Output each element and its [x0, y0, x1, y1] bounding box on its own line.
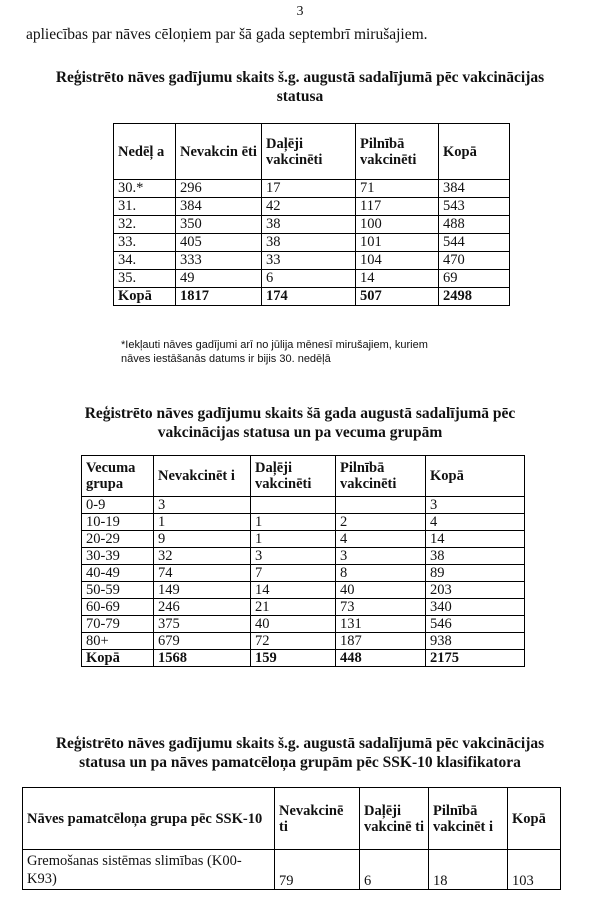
table-cell: 1	[251, 514, 336, 531]
table-cell: 543	[439, 198, 510, 216]
col-total-header: Kopā	[439, 124, 510, 180]
table-cell: 6	[360, 850, 429, 890]
table-cell: 38	[262, 216, 356, 234]
col-cause-header: Nāves pamatcēloņa grupa pēc SSK-10	[23, 788, 275, 850]
table-row	[114, 198, 510, 216]
table-cell: 9	[154, 531, 251, 548]
table-row	[114, 252, 510, 270]
table-cell: 73	[336, 599, 426, 616]
table-cell: 3	[426, 497, 525, 514]
table-row	[23, 850, 561, 890]
table-cell: 74	[154, 565, 251, 582]
col-total-header: Kopā	[508, 788, 561, 850]
table-cell	[251, 497, 336, 514]
col-week-header: Nedēļ a	[114, 124, 176, 180]
table-cell: 71	[356, 180, 439, 198]
table-row	[82, 633, 525, 650]
table-cell: 14	[426, 531, 525, 548]
table-cell: 6	[262, 270, 356, 288]
table-cell: 2	[336, 514, 426, 531]
table-cell: 246	[154, 599, 251, 616]
table-cell: 14	[356, 270, 439, 288]
table-row	[82, 599, 525, 616]
table-cell: 187	[336, 633, 426, 650]
table-cell: 0-9	[82, 497, 154, 514]
table-cell: 340	[426, 599, 525, 616]
table-cell: 40	[336, 582, 426, 599]
table-cell: 3	[336, 548, 426, 565]
table-cell: 34.	[114, 252, 176, 270]
table-cell: 30.*	[114, 180, 176, 198]
col-total-header: Kopā	[426, 456, 525, 497]
table-cell: 40	[251, 616, 336, 633]
table-cell: 3	[251, 548, 336, 565]
total-cell: 1817	[176, 288, 262, 306]
table-cell: 32	[154, 548, 251, 565]
col-partial-header: Daļēji vakcinēti	[251, 456, 336, 497]
table3-title	[30, 734, 570, 772]
table-cell: Gremošanas sistēmas slimības (K00-K93)	[23, 850, 275, 890]
age-group-deaths-table	[81, 455, 525, 667]
table-cell: 18	[429, 850, 508, 890]
table-cell: 101	[356, 234, 439, 252]
table-cell: 1	[251, 531, 336, 548]
table-row	[82, 565, 525, 582]
table-cell: 31.	[114, 198, 176, 216]
table-row	[114, 180, 510, 198]
col-unvaccinated-header: Nevakcinēt i	[154, 456, 251, 497]
table-cell: 38	[262, 234, 356, 252]
table-cell: 40-49	[82, 565, 154, 582]
table-row	[114, 270, 510, 288]
table-cell: 350	[176, 216, 262, 234]
table-cell: 7	[251, 565, 336, 582]
table-row	[82, 531, 525, 548]
col-unvaccinated-header: Nevakcinē ti	[275, 788, 360, 850]
table-cell: 8	[336, 565, 426, 582]
table-cell: 546	[426, 616, 525, 633]
total-cell: 507	[356, 288, 439, 306]
table-cell: 149	[154, 582, 251, 599]
weekly-deaths-table	[113, 123, 510, 306]
cause-of-death-table	[22, 787, 561, 890]
table-cell: 4	[426, 514, 525, 531]
col-full-header: Pilnībā vakcinēt i	[429, 788, 508, 850]
table-cell: 470	[439, 252, 510, 270]
table1-title	[30, 68, 570, 106]
total-cell: 448	[336, 650, 426, 667]
table-cell: 21	[251, 599, 336, 616]
table-cell: 69	[439, 270, 510, 288]
table-cell: 100	[356, 216, 439, 234]
table-row	[82, 616, 525, 633]
total-row	[82, 650, 525, 667]
total-cell: Kopā	[114, 288, 176, 306]
table-cell: 50-59	[82, 582, 154, 599]
table3-title-line1: Reģistrēto nāves gadījumu skaits š.g. augustā sadalījumā pēc vakcinācijas	[55, 735, 545, 752]
table-cell: 679	[154, 633, 251, 650]
table-cell: 3	[154, 497, 251, 514]
table-cell: 938	[426, 633, 525, 650]
total-cell: 2175	[426, 650, 525, 667]
table2-title	[30, 404, 570, 442]
table-cell: 117	[356, 198, 439, 216]
table-cell: 38	[426, 548, 525, 565]
total-cell: 2498	[439, 288, 510, 306]
table-cell: 375	[154, 616, 251, 633]
table-cell: 488	[439, 216, 510, 234]
table-row	[82, 514, 525, 531]
total-cell: 174	[262, 288, 356, 306]
total-row	[114, 288, 510, 306]
table-cell: 33.	[114, 234, 176, 252]
table-cell: 33	[262, 252, 356, 270]
total-cell: Kopā	[82, 650, 154, 667]
table-cell: 103	[508, 850, 561, 890]
table-row	[82, 548, 525, 565]
table1-title-line2: statusa	[276, 88, 324, 105]
table-cell: 79	[275, 850, 360, 890]
footnote-line2: nāves iestāšanās datums ir bijis 30. nedēļā	[121, 353, 331, 365]
total-cell: 1568	[154, 650, 251, 667]
intro-text: apliecības par nāves cēloņiem par šā gada septembrī mirušajiem.	[26, 26, 428, 43]
table-cell: 10-19	[82, 514, 154, 531]
table-row	[82, 582, 525, 599]
table2-title-line1: Reģistrēto nāves gadījumu skaits šā gada augustā sadalījumā pēc	[84, 405, 516, 422]
total-cell: 159	[251, 650, 336, 667]
table-cell: 544	[439, 234, 510, 252]
table-cell: 1	[154, 514, 251, 531]
col-age-header: Vecuma grupa	[82, 456, 154, 497]
col-partial-header: Daļēji vakcinē ti	[360, 788, 429, 850]
table1-footnote	[121, 338, 428, 366]
table3-title-line2: statusa un pa nāves pamatcēloņa grupām pēc SSK-10 klasifikatora	[79, 754, 521, 771]
table-cell: 20-29	[82, 531, 154, 548]
footnote-line1: *Iekļauti nāves gadījumi arī no jūlija mēnesī mirušajiem, kuriem	[121, 339, 428, 351]
table1-title-line1: Reģistrēto nāves gadījumu skaits š.g. augustā sadalījumā pēc vakcinācijas	[55, 69, 545, 86]
table-cell: 405	[176, 234, 262, 252]
table-cell: 384	[176, 198, 262, 216]
table-cell: 131	[336, 616, 426, 633]
table-cell: 14	[251, 582, 336, 599]
table-cell: 80+	[82, 633, 154, 650]
table-cell: 17	[262, 180, 356, 198]
table-cell: 30-39	[82, 548, 154, 565]
table2-title-line2: vakcinācijas statusa un pa vecuma grupām	[157, 424, 443, 441]
table-cell: 35.	[114, 270, 176, 288]
table-cell: 4	[336, 531, 426, 548]
table-cell: 42	[262, 198, 356, 216]
table-cell: 384	[439, 180, 510, 198]
col-full-header: Pilnībā vakcinēti	[336, 456, 426, 497]
table-cell: 89	[426, 565, 525, 582]
page-number: 3	[296, 4, 304, 19]
table-cell: 70-79	[82, 616, 154, 633]
table-cell: 60-69	[82, 599, 154, 616]
table-cell: 49	[176, 270, 262, 288]
table-cell: 104	[356, 252, 439, 270]
col-partial-header: Daļēji vakcinēti	[262, 124, 356, 180]
table-row	[114, 234, 510, 252]
table-cell: 203	[426, 582, 525, 599]
table-cell: 72	[251, 633, 336, 650]
table-row	[82, 497, 525, 514]
col-full-header: Pilnībā vakcinēti	[356, 124, 439, 180]
table-cell: 333	[176, 252, 262, 270]
table-cell	[336, 497, 426, 514]
table-cell: 296	[176, 180, 262, 198]
col-unvaccinated-header: Nevakcin ēti	[176, 124, 262, 180]
table-row	[114, 216, 510, 234]
table-cell: 32.	[114, 216, 176, 234]
